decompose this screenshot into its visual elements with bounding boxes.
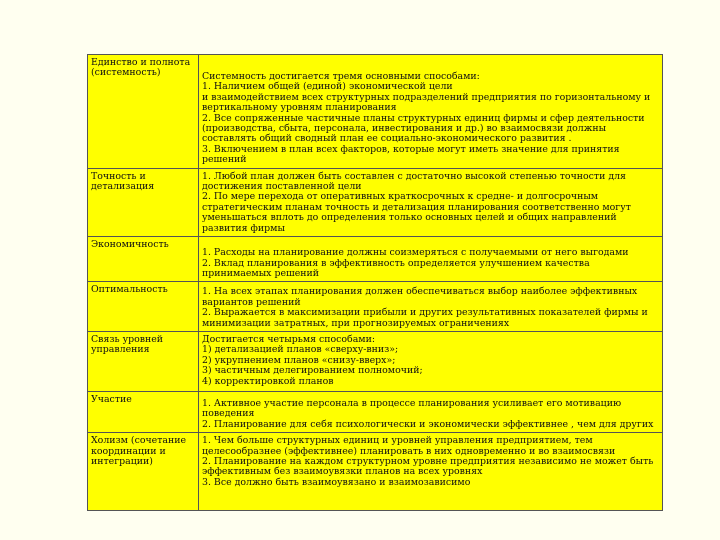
table-row (88, 433, 663, 511)
table-row (88, 282, 663, 332)
principle-name: Участие (88, 391, 199, 432)
description-line: 4) корректировкой планов (202, 375, 334, 387)
principle-description (199, 331, 663, 391)
description-line: 2. Планирование на каждом структурном уровне предприятия независимо не может быть эффективным без взаимоувязки планов на всех уровнях (202, 455, 654, 478)
description-line: 2. Вклад планирования в эффективность определяется улучшением качества принимаемых решений (202, 257, 590, 279)
table-row (88, 55, 663, 169)
description-line: и взаимодействием всех структурных подразделений предприятия по горизонтальному и вертикальному уровням планирования (202, 91, 651, 114)
principle-description (199, 391, 663, 432)
description-line: 2. Выражается в максимизации прибыли и других результативных показателей фирмы и минимизации затратных, при прогнозируемых ограничениях (202, 307, 648, 329)
description-line: 1. Наличием общей (единой) экономической цели (202, 81, 453, 93)
table-row (88, 331, 663, 391)
principle-name: Оптимальность (88, 282, 199, 332)
description-line: 3. Все должно быть взаимоувязано и взаимозависимо (202, 476, 471, 488)
description-line: 2. По мере перехода от оперативных краткосрочных к средне- и долгосрочным стратегическим планам точность и детализация планирования соответственно могут уменьшаться вплоть до определения только основных целей и общих направлений развития фирмы (202, 191, 631, 234)
principle-name: Точность и детализация (88, 168, 199, 236)
description-line: Достигается четырьмя способами: (202, 333, 375, 345)
description-line: 1. Активное участие персонала в процессе планирования усиливает его мотивацию поведения (202, 397, 622, 420)
table-row (88, 168, 663, 236)
description-line: 1. На всех этапах планирования должен обеспечиваться выбор наиболее эффективных вариантов решений (202, 286, 638, 308)
principle-name: Единство и полнота (системность) (88, 55, 199, 169)
description-line: 2) укрупнением планов «снизу-вверх»; (202, 354, 396, 366)
principle-description (199, 282, 663, 332)
principle-description (199, 168, 663, 236)
description-line: 2. Планирование для себя психологически и экономически эффективнее , чем для других (202, 418, 654, 430)
principle-name: Связь уровней управления (88, 331, 199, 391)
description-line: 3. Включением в план всех факторов, которые могут иметь значение для принятия решений (202, 143, 620, 166)
principle-name: Холизм (сочетание координации и интеграции) (88, 433, 199, 511)
principle-description (199, 237, 663, 282)
principle-description (199, 433, 663, 511)
description-line: 1. Чем больше структурных единиц и уровней управления предприятием, тем целесообразнее (эффективнее) планировать в них одновременно и во взаимосвязи (202, 435, 616, 457)
description-line: 1. Любой план должен быть составлен с достаточно высокой степенью точности для достижения поставленной цели (202, 170, 626, 193)
table-row (88, 391, 663, 432)
description-line: 1) детализацией планов «сверху-вниз»; (202, 344, 399, 356)
description-line: Системность достигается тремя основными способами: (202, 71, 480, 82)
planning-principles-table (87, 54, 663, 511)
table-row (88, 237, 663, 282)
principle-name: Экономичность (88, 237, 199, 282)
description-line: 1. Расходы на планирование должны соизмеряться с получаемыми от него выгодами (202, 247, 629, 259)
principle-description (199, 55, 663, 169)
description-line: 3) частичным делегированием полномочий; (202, 365, 423, 377)
description-line: 2. Все сопряженные частичные планы структурных единиц фирмы и сфер деятельности (производства, сбыта, персонала, инвестирования и др.) во взаимосвязи должны составлять общий сводный план ее социально-экономического развития . (202, 112, 645, 145)
